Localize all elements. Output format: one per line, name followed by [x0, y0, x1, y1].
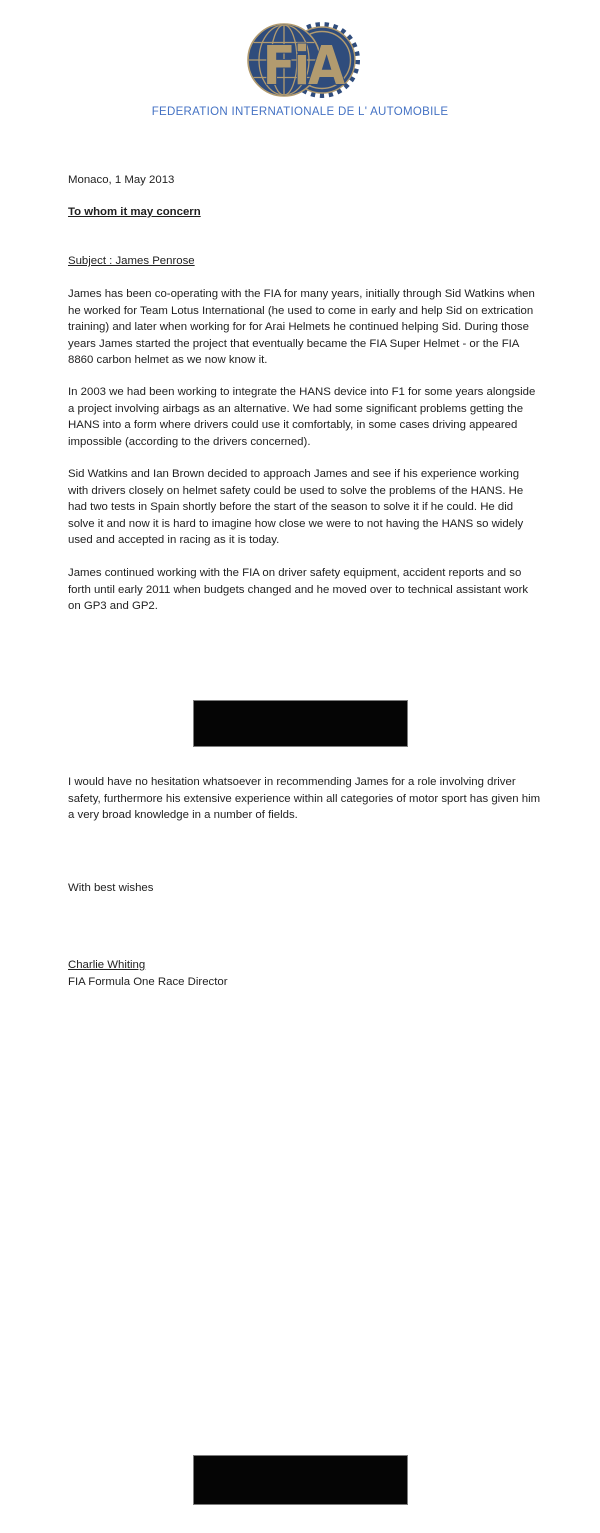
signature-name: Charlie Whiting: [68, 959, 146, 971]
fia-logo-letters: FiA: [262, 35, 344, 98]
paragraph-5: I would have no hesitation whatsoever in recommending James for a role involving driver safety, furthermore his extensive experience within all categories of motor sport has given him a very broad knowledge in a number of fields.: [68, 776, 541, 822]
org-name: FEDERATION INTERNATIONALE DE L' AUTOMOBILE: [151, 106, 449, 118]
subject-line: Subject : James Penrose: [68, 255, 195, 267]
salutation: To whom it may concern: [68, 206, 201, 218]
paragraph-4: James continued working with the FIA on driver safety equipment, accident reports and so forth until early 2011 when budgets changed and he moved over to technical assistant work on GP3 and GP2.: [68, 567, 529, 613]
fia-logo: [246, 21, 360, 99]
redaction-box-middle: [193, 700, 408, 747]
signature-title: FIA Formula One Race Director: [68, 976, 228, 988]
paragraph-3: Sid Watkins and Ian Brown decided to approach James and see if his experience working with drivers closely on helmet safety could be used to solve the problems of the HANS. He had two tests in Spain shortly before the start of the season to solve it if he could. He did solve it and now it is hard to imagine how close we were to not having the HANS so widely used and accepted in racing as it is today.: [68, 468, 524, 547]
paragraph-2: In 2003 we had been working to integrate the HANS device into F1 for some years alongside a project involving airbags as an alternative. We had some significant problems getting the HANS into a form where drivers could use it comfortably, in some cases driving appeared impossible (according to the drivers concerned).: [68, 386, 536, 448]
paragraph-1: James has been co-operating with the FIA for many years, initially through Sid Watkins when he worked for Team Lotus International (he used to come in early and help Sid on extrication training) and later when working for for Arai Helmets he continued helping Sid. During those years James started the project that eventually became the FIA Super Helmet - or the FIA 8860 carbon helmet as we now know it.: [68, 288, 535, 367]
closing-line: With best wishes: [68, 882, 154, 894]
redaction-box-footer: [193, 1455, 408, 1505]
dateline: Monaco, 1 May 2013: [68, 174, 175, 186]
